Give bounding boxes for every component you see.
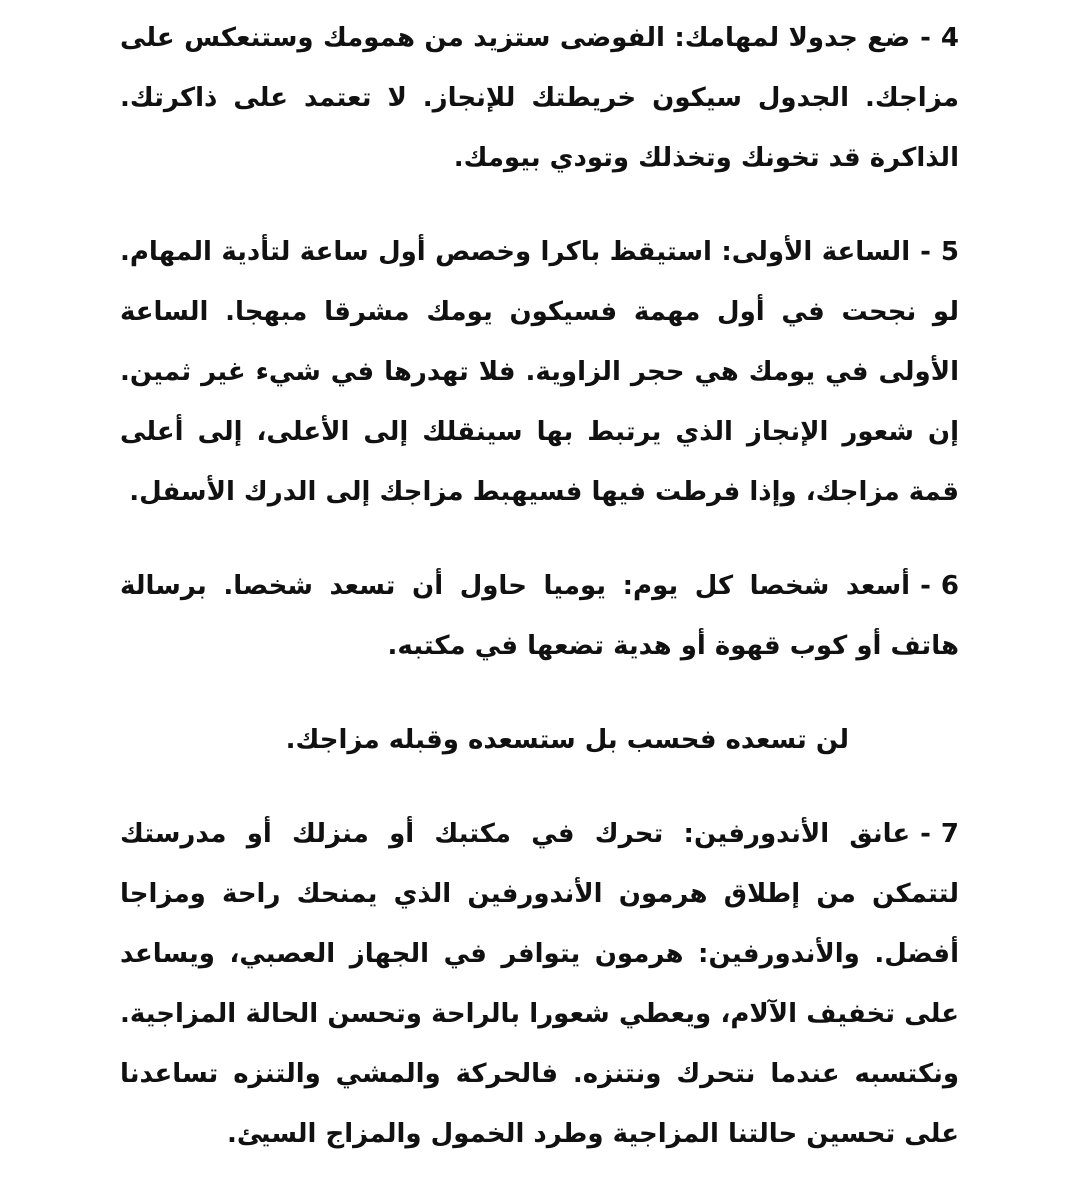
paragraph-4 — [120, 8, 959, 188]
item-separator: - — [920, 237, 931, 267]
item-heading: عانق الأندورفين: — [683, 819, 911, 849]
item-separator: - — [920, 819, 931, 849]
item-heading: أسعد شخصا كل يوم: — [622, 571, 911, 601]
item-text: يوميا حاول أن تسعد شخصا. برسالة هاتف أو كوب قهوة أو هدية تضعها في مكتبه. — [120, 571, 959, 661]
item-text: الفوضى ستزيد من همومك وستنعكس على مزاجك. الجدول سيكون خريطتك للإنجاز. لا تعتمد على ذاكرتك. الذاكرة قد تخونك وتخذلك وتودي بيومك. — [120, 23, 959, 173]
paragraph-7 — [120, 804, 959, 1164]
item-separator: - — [920, 23, 931, 53]
item-heading: الساعة الأولى: — [721, 237, 911, 267]
item-number: 6 — [940, 571, 959, 601]
item-number: 4 — [940, 23, 959, 53]
paragraph-6 — [120, 556, 959, 676]
standalone-line: لن تسعده فحسب بل ستسعده وقبله مزاجك. — [285, 725, 849, 755]
item-separator: - — [920, 571, 931, 601]
item-heading: ضع جدولا لمهامك: — [674, 23, 911, 53]
item-number: 7 — [940, 819, 959, 849]
item-text: استيقظ باكرا وخصص أول ساعة لتأدية المهام. لو نجحت في أول مهمة فسيكون يومك مشرقا مبهجا. الساعة الأولى في يومك هي حجر الزاوية. فلا تهدرها في شيء غير ثمين. إن شعور الإنجاز الذي يرتبط بها سينقلك إلى الأعلى، إلى أعلى قمة مزاجك، وإذا فرطت فيها فسيهبط مزاجك إلى الدرك الأسفل. — [120, 237, 959, 507]
item-number: 5 — [940, 237, 960, 267]
item-text: تحرك في مكتبك أو منزلك أو مدرستك لتتمكن من إطلاق هرمون الأندورفين الذي يمنحك راحة ومزاجا أفضل. والأندورفين: هرمون يتوافر في الجهاز العصبي، ويساعد على تخفيف الآلام، ويعطي شعورا بالراحة وتحسن الحالة المزاجية. ونكتسبه عندما نتحرك ونتنزه. فالحركة والمشي والتنزه تساعدنا على تحسين حالتنا المزاجية وطرد الخمول والمزاج السيئ. — [120, 819, 959, 1149]
paragraph-5 — [120, 222, 959, 522]
